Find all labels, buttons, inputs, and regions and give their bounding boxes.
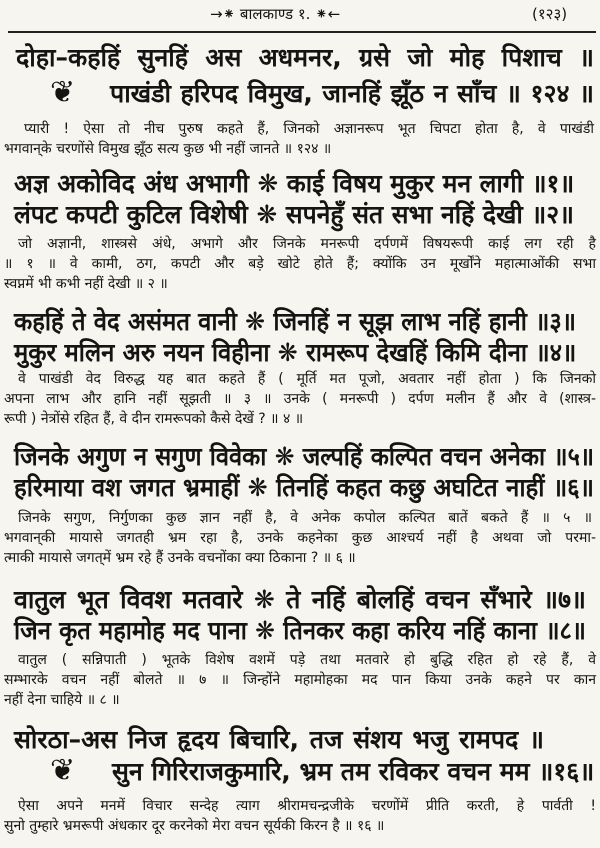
ornament-icon: ❦ [50,753,76,788]
prose-line: जो अज्ञानी, शास्त्रसे अंधे, अभागे और जिनके मनरूपी दर्पणमें विषयरूपी काई लग रही है [18,236,596,252]
prose-line: वे पाखंडी वेद विरुद्ध यह बात कहते हैं ( मूर्ति मत पूजो, अवतार नहीं होता ) कि जिनको [18,371,596,387]
chaupai-1: अज्ञ अकोविद अंध अभागी ❋ काई विषय मुकुर मन लागी ॥१॥ [14,169,575,198]
sortha-line-2: सुन गिरिराजकुमारि, भ्रम तम रविकर वचन मम ॥१६॥ [112,757,595,786]
prose-line: नहीं देना चाहिये ॥ ८ ॥ [4,692,120,708]
chaupai-4: मुकुर मलिन अरु नयन विहीना ❋ रामरूप देखहिं किमि दीना ॥४॥ [14,338,577,367]
ornament-icon: ❦ [50,75,76,110]
chaupai-7: वातुल भूत विवश मतवारे ❋ ते नहिं बोलहिं वचन सँभारे ॥७॥ [14,585,586,614]
sortha-prose-2: सुनो तुम्हारे भ्रमरूपी अंधकार दूर करनेको मेरा वचन सूर्यकी किरन है ॥ १६ ॥ [4,818,385,834]
header-rule [8,31,596,33]
page-number: (१२३) [532,5,568,23]
sortha-line-1: सोरठा–अस निज हृदय बिचारि, तज संशय भजु रामपद ॥ [14,725,544,754]
doha-line-1: दोहा–कहहिं सुनहिं अस अधमनर, ग्रसे जो मोह पिशाच ॥ [16,43,594,72]
chaupai-2: लंपट कपटी कुटिल विशेषी ❋ सपनेहुँ संत सभा नहिं देखी ॥२॥ [14,200,574,229]
prose-line: वातुल ( सन्निपाती ) भूतके विशेष वशमें पड़े तथा मतवारे हो बुद्धि रहित हो रहे हैं, वे [18,652,596,668]
prose-line: जिनके सगुण, निर्गुणका कुछ ज्ञान नहीं है, वे अनेक कपोल कल्पित बातें बकते हैं ॥ ५ ॥ [18,510,592,526]
chaupai-5: जिनके अगुण न सगुण विवेका ❋ जल्पहिं कल्पित वचन अनेका ॥५॥ [14,442,594,471]
running-header-title: →⁕ बालकाण्ड १. ⁕← [210,5,341,23]
chaupai-6: हरिमाया वश जगत भ्रमाहीं ❋ तिनहिं कहत कछु अघटित नाहीं ॥६॥ [14,473,594,502]
doha-prose-2: भगवान्‌के चरणोंसे विमुख झूँठ सत्य कुछ भी नहीं जानते ॥ १२४ ॥ [4,141,332,157]
doha-line-2: पाखंडी हरिपद विमुख, जानहिं झूँठ न साँच ॥ १२४ ॥ [110,79,594,108]
chaupai-8: जिन कृत महामोह मद पाना ❋ तिनकर कहा करिय नहिं काना ॥८॥ [14,616,586,645]
prose-line: सम्भारके वचन नहीं बोलते ॥ ७ ॥ जिन्होंने महामोहका मद पान किया उनके कहने पर कान [4,672,596,688]
chaupai-3: कहहिं ते वेद असंमत वानी ❋ जिनहिं न सूझ लाभ नहिं हानी ॥३॥ [14,307,576,336]
doha-prose-1: प्यारी ! ऐसा तो नीच पुरुष कहते हैं, जिनको अज्ञानरूप भूत चिपटा होता है, वे पाखंडी [24,121,594,137]
prose-line: रूपी ) नेत्रोंसे रहित हैं, वे दीन रामरूपको कैसे देखें ? ॥ ४ ॥ [4,411,304,427]
prose-line: त्माकी मायासे जगत्‌में भ्रम रहे हैं उनके वचनोंका क्या ठिकाना ? ॥ ६ ॥ [4,550,356,566]
sortha-prose-1: ऐसा अपने मनमें विचार सन्देह त्याग श्रीरामचन्द्रजीके चरणोंमें प्रीति करती, हे पार्वती ! [18,798,596,814]
prose-line: अपना लाभ और हानि नहीं सूझती ॥ ३ ॥ उनके ( मनरूपी ) दर्पण मलीन हैं और वे (शास्त्र- [4,391,596,407]
prose-line: ॥ १ ॥ वे कामी, ठग, कपटी और बड़े खोटे होते हैं; क्योंकि उन मूर्खोंने महात्माओंकी सभा [4,256,596,272]
prose-line: स्वप्नमें भी कभी नहीं देखी ॥ २ ॥ [4,276,168,292]
prose-line: भगवान्‌की मायासे जगतही भ्रम रहा है, उनके कहनेका कुछ आश्चर्य नहीं है अथवा जो परमा- [4,530,596,546]
